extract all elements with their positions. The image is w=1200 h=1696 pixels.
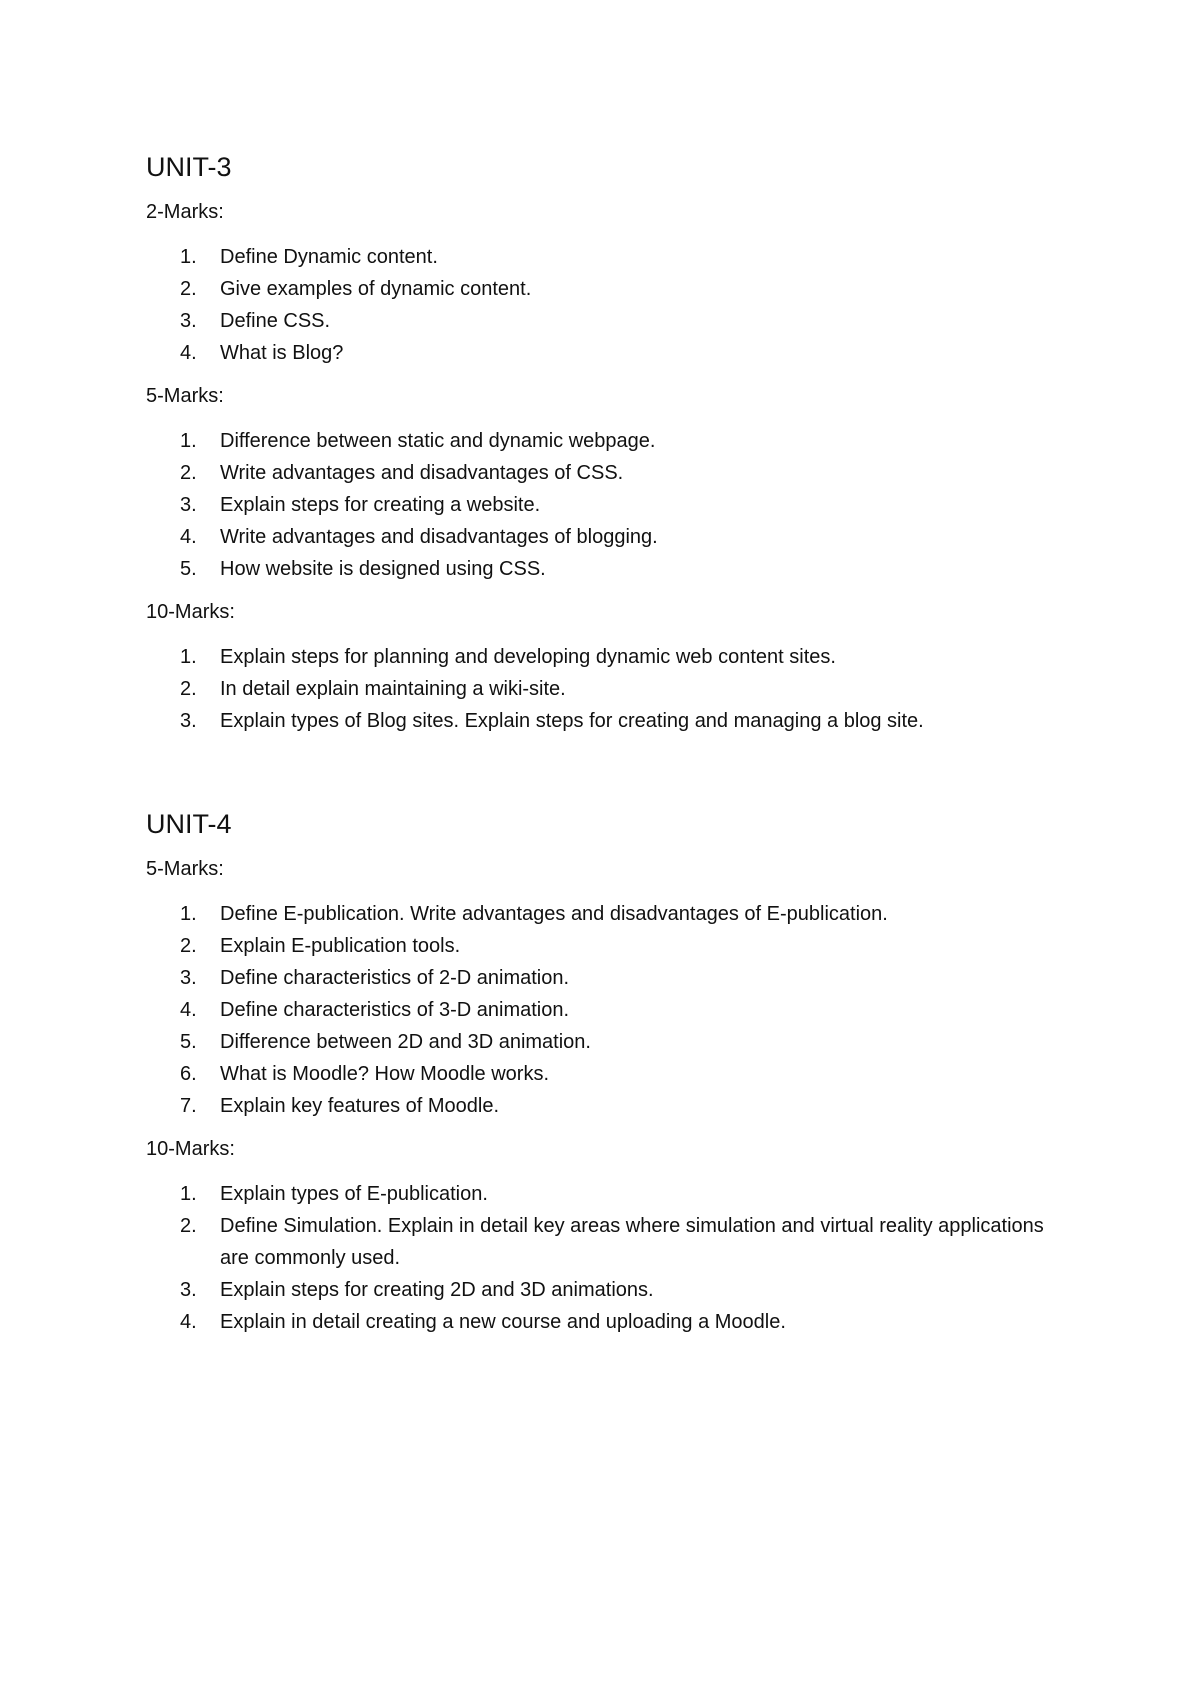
- question-list: [146, 898, 1066, 1122]
- question-item: [146, 898, 1066, 930]
- question-text: What is Moodle? How Moodle works.: [220, 1063, 550, 1085]
- question-number: 2.: [180, 1215, 197, 1237]
- unit-title: UNIT-4: [146, 809, 232, 839]
- question-text: Define E-publication. Write advantages and disadvantages of E-publication.: [220, 903, 888, 925]
- question-number: 3.: [180, 967, 197, 989]
- question-item: [146, 1090, 1066, 1122]
- question-item: [146, 1026, 1066, 1058]
- question-number: 4.: [180, 1311, 197, 1333]
- marks-group: [146, 598, 1066, 737]
- question-item: [146, 1178, 1066, 1210]
- question-number: 2.: [180, 678, 197, 700]
- question-number: 3.: [180, 710, 197, 732]
- question-list: [146, 1178, 1066, 1338]
- question-text: Define characteristics of 2-D animation.: [220, 967, 570, 989]
- question-text: Write advantages and disadvantages of blogging.: [220, 526, 658, 548]
- question-number: 1.: [180, 646, 197, 668]
- question-item: [146, 994, 1066, 1026]
- question-number: 3.: [180, 494, 197, 516]
- question-text: Explain steps for planning and developing dynamic web content sites.: [220, 646, 836, 668]
- question-number: 3.: [180, 1279, 197, 1301]
- question-list: [146, 425, 1066, 585]
- question-text: Give examples of dynamic content.: [220, 278, 532, 300]
- question-number: 4.: [180, 999, 197, 1021]
- question-number: 2.: [180, 278, 197, 300]
- question-item: [146, 673, 1066, 705]
- question-list: [146, 641, 1066, 737]
- question-item: [146, 273, 1066, 305]
- question-item: [146, 425, 1066, 457]
- question-item: [146, 1058, 1066, 1090]
- question-text: Explain types of Blog sites. Explain steps for creating and managing a blog site.: [220, 710, 924, 732]
- question-number: 5.: [180, 558, 197, 580]
- question-text: Define CSS.: [220, 310, 331, 332]
- question-text: Define characteristics of 3-D animation.: [220, 999, 570, 1021]
- marks-group: [146, 1135, 1066, 1338]
- marks-label: 5-Marks:: [146, 385, 224, 407]
- question-item: [146, 962, 1066, 994]
- question-list: [146, 241, 1066, 369]
- question-item: [146, 1210, 1066, 1274]
- marks-label: 10-Marks:: [146, 1138, 235, 1160]
- question-item: [146, 305, 1066, 337]
- question-text: How website is designed using CSS.: [220, 558, 546, 580]
- marks-label: 5-Marks:: [146, 858, 224, 880]
- question-item: [146, 489, 1066, 521]
- question-text: Explain steps for creating 2D and 3D animations.: [220, 1279, 654, 1301]
- question-text: Explain E-publication tools.: [220, 935, 461, 957]
- unit-section: [146, 150, 1066, 737]
- question-text: Difference between 2D and 3D animation.: [220, 1031, 591, 1053]
- question-item: [146, 521, 1066, 553]
- marks-label: 10-Marks:: [146, 601, 235, 623]
- question-item: [146, 641, 1066, 673]
- question-number: 7.: [180, 1095, 197, 1117]
- question-text: In detail explain maintaining a wiki-site.: [220, 678, 566, 700]
- marks-group: [146, 382, 1066, 585]
- question-number: 4.: [180, 342, 197, 364]
- question-number: 5.: [180, 1031, 197, 1053]
- question-number: 1.: [180, 1183, 197, 1205]
- question-text: Explain steps for creating a website.: [220, 494, 541, 516]
- question-text: Write advantages and disadvantages of CSS.: [220, 462, 624, 484]
- question-text: Explain in detail creating a new course and uploading a Moodle.: [220, 1311, 786, 1333]
- question-number: 4.: [180, 526, 197, 548]
- unit-section: [146, 807, 1066, 1338]
- marks-group: [146, 855, 1066, 1122]
- question-text: Explain types of E-publication.: [220, 1183, 488, 1205]
- question-item: [146, 457, 1066, 489]
- question-item: [146, 1306, 1066, 1338]
- question-number: 1.: [180, 430, 197, 452]
- question-number: 2.: [180, 462, 197, 484]
- question-number: 2.: [180, 935, 197, 957]
- unit-title: UNIT-3: [146, 152, 232, 182]
- question-number: 3.: [180, 310, 197, 332]
- document-page: [146, 150, 1066, 1338]
- question-item: [146, 241, 1066, 273]
- question-text: What is Blog?: [220, 342, 344, 364]
- marks-label: 2-Marks:: [146, 201, 224, 223]
- question-item: [146, 337, 1066, 369]
- question-number: 1.: [180, 246, 197, 268]
- question-item: [146, 1274, 1066, 1306]
- question-item: [146, 930, 1066, 962]
- question-item: [146, 553, 1066, 585]
- question-text: Explain key features of Moodle.: [220, 1095, 500, 1117]
- question-text: Define Simulation. Explain in detail key areas where simulation and virtual reality applications are commonly used.: [220, 1215, 1044, 1269]
- marks-group: [146, 198, 1066, 369]
- question-item: [146, 705, 1066, 737]
- question-text: Difference between static and dynamic webpage.: [220, 430, 656, 452]
- question-text: Define Dynamic content.: [220, 246, 438, 268]
- question-number: 1.: [180, 903, 197, 925]
- question-number: 6.: [180, 1063, 197, 1085]
